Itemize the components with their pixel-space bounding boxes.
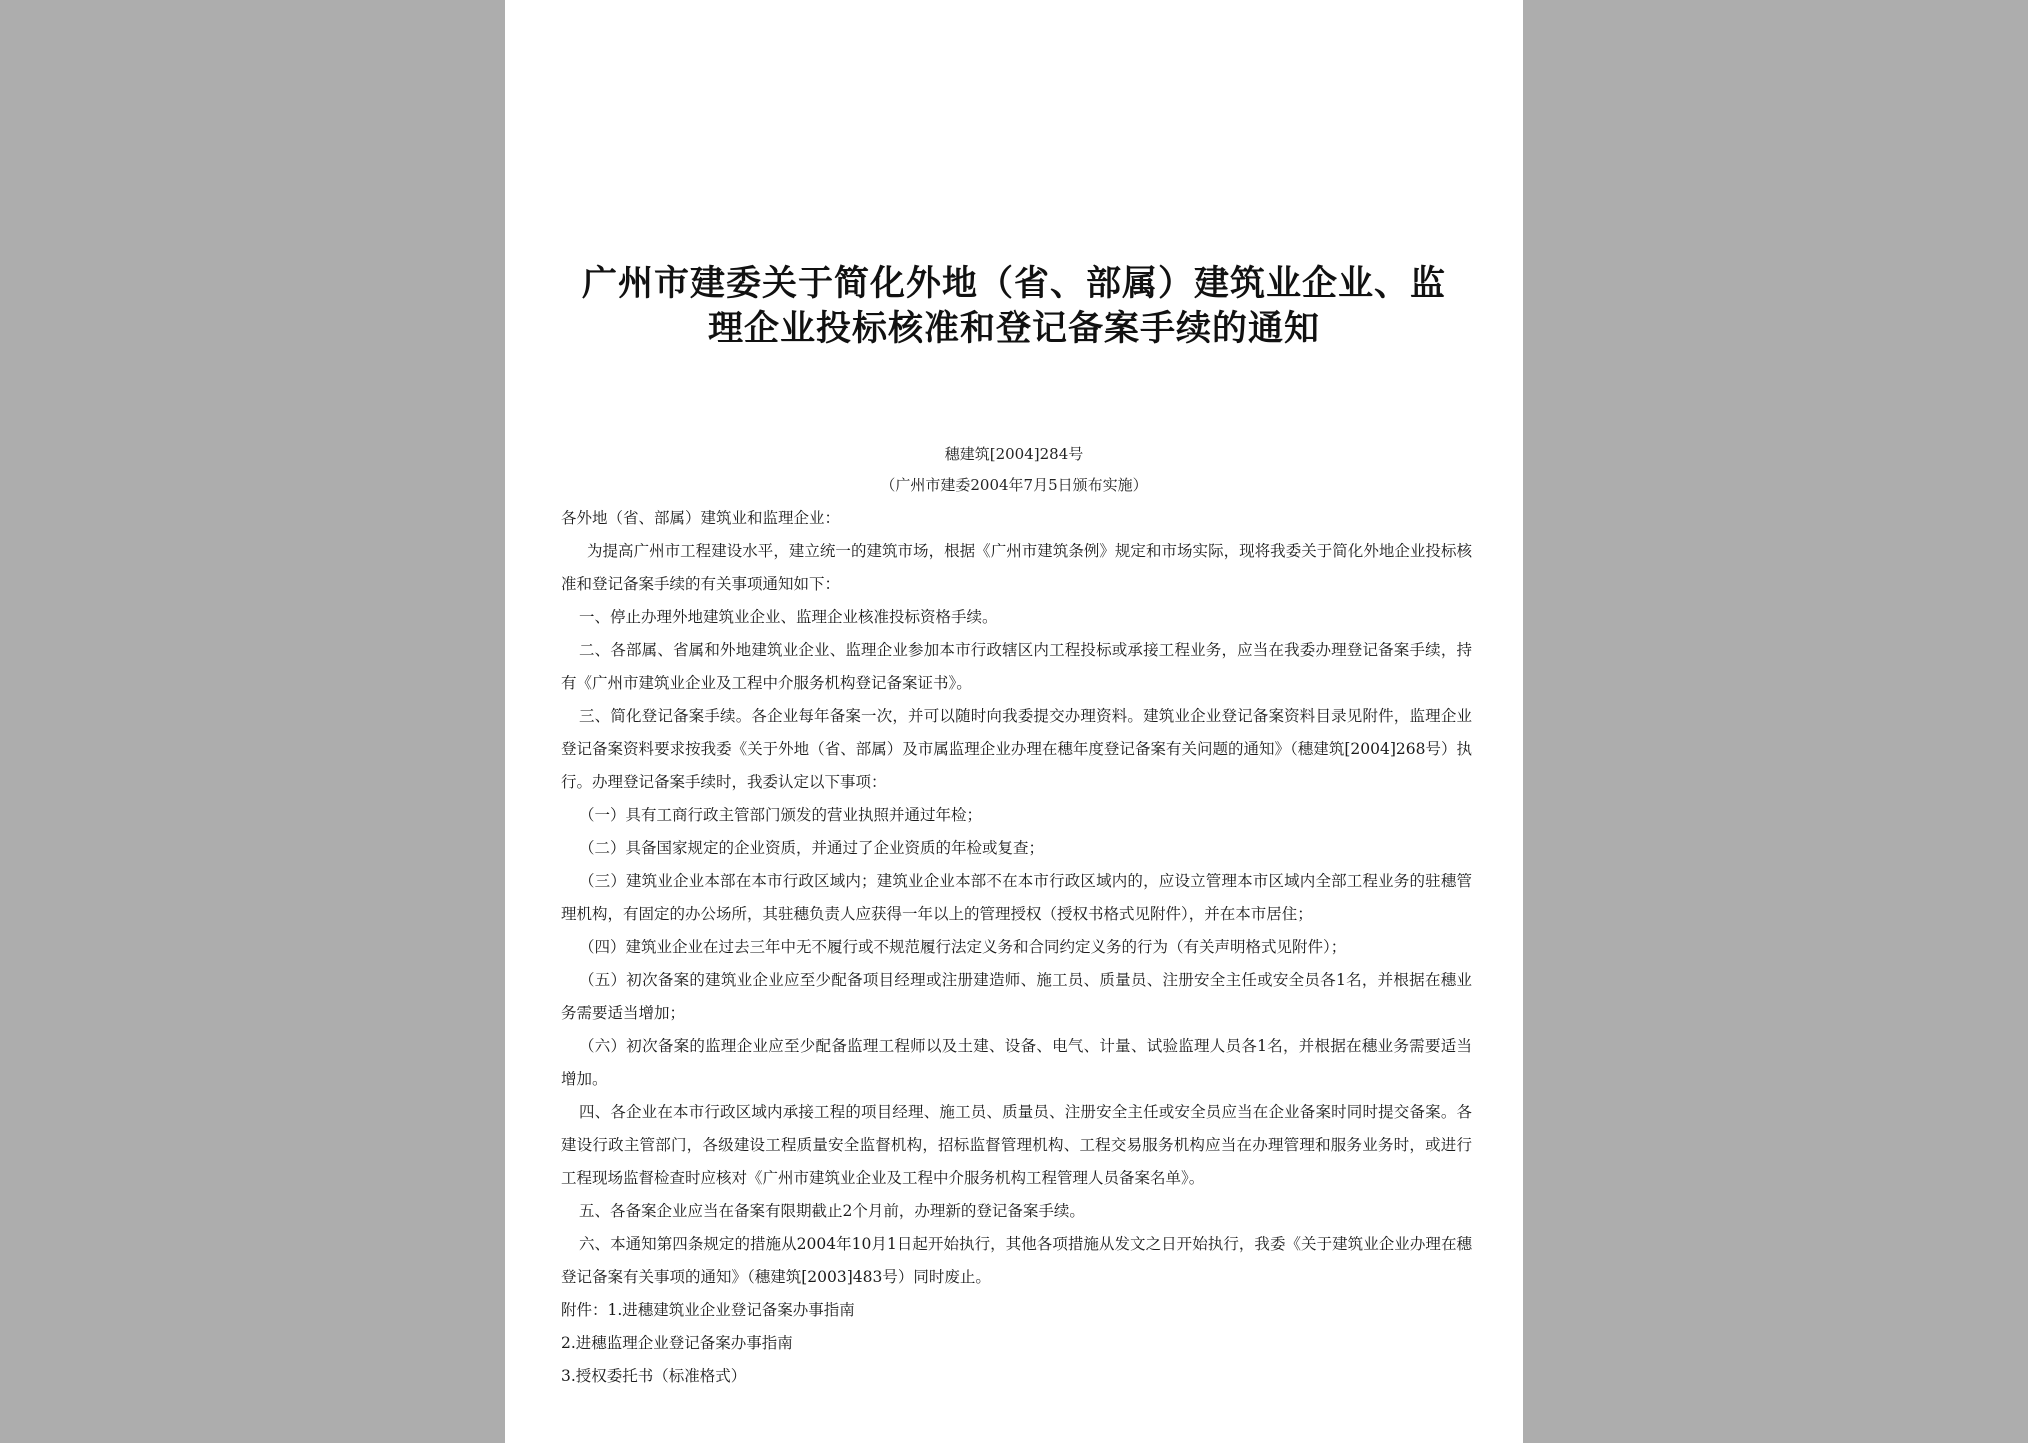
issue-note: （广州市建委2004年7月5日颁布实施） [880, 476, 1148, 494]
salutation: 各外地（省、部属）建筑业和监理企业： [561, 509, 841, 527]
attachments-label: 附件： [561, 1301, 608, 1319]
document-page [505, 0, 1523, 1443]
clause-5: 五、各备案企业应当在备案有限期截止2个月前，办理新的登记备案手续。 [579, 1202, 1085, 1220]
clause-6: 六、本通知第四条规定的措施从2004年10月1日起开始执行，其他各项措施从发文之日开始执行，我委《关于建筑业企业办理在穗登记备案有关事项的通知》（穗建筑[2003]483号）同时废止。 [561, 1235, 1472, 1286]
clause-1: 一、停止办理外地建筑业企业、监理企业核准投标资格手续。 [579, 608, 998, 626]
intro-paragraph: 为提高广州市工程建设水平，建立统一的建筑市场，根据《广州市建筑条例》规定和市场实际，现将我委关于简化外地企业投标核准和登记备案手续的有关事项通知如下： [561, 542, 1472, 593]
document-title [545, 262, 1483, 352]
clause-2: 二、各部属、省属和外地建筑业企业、监理企业参加本市行政辖区内工程投标或承接工程业务，应当在我委办理登记备案手续，持有《广州市建筑业企业及工程中介服务机构登记备案证书》。 [561, 641, 1472, 692]
sub-clause-5: （五）初次备案的建筑业企业应至少配备项目经理或注册建造师、施工员、质量员、注册安全主任或安全员各1名，并根据在穗业务需要适当增加； [561, 971, 1472, 1022]
attachment-item: 3.授权委托书（标准格式） [561, 1367, 747, 1385]
sub-clause-2: （二）具备国家规定的企业资质，并通过了企业资质的年检或复查； [579, 839, 1045, 857]
document-body [561, 502, 1472, 1393]
sub-clause-3: （三）建筑业企业本部在本市行政区域内；建筑业企业本部不在本市行政区域内的，应设立管理本市区域内全部工程业务的驻穗管理机构，有固定的办公场所，其驻穗负责人应获得一年以上的管理授权（授权书格式见附件），并在本市居住； [561, 872, 1472, 923]
document-title-line: 广州市建委关于简化外地（省、部属）建筑业企业、监 [581, 264, 1446, 304]
sub-clause-4: （四）建筑业企业在过去三年中无不履行或不规范履行法定义务和合同约定义务的行为（有关声明格式见附件）； [579, 938, 1347, 956]
document-title-line: 理企业投标核准和登记备案手续的通知 [707, 309, 1320, 349]
attachment-item: 2.进穗监理企业登记备案办事指南 [561, 1334, 793, 1352]
document-number: 穗建筑[2004]284号 [944, 445, 1084, 463]
clause-4: 四、各企业在本市行政区域内承接工程的项目经理、施工员、质量员、注册安全主任或安全员应当在企业备案时同时提交备案。各建设行政主管部门，各级建设工程质量安全监督机构，招标监督管理机构、工程交易服务机构应当在办理管理和服务业务时，或进行工程现场监督检查时应核对《广州市建筑业企业及工程中介服务机构工程管理人员备案名单》。 [561, 1103, 1472, 1187]
sub-clause-6: （六）初次备案的监理企业应至少配备监理工程师以及土建、设备、电气、计量、试验监理人员各1名，并根据在穗业务需要适当增加。 [561, 1037, 1472, 1088]
attachment-row [561, 1327, 1472, 1360]
attachment-item: 1.进穗建筑业企业登记备案办事指南 [607, 1301, 855, 1319]
sub-clause-1: （一）具有工商行政主管部门颁发的营业执照并通过年检； [579, 806, 983, 824]
attachments-list [561, 1294, 1472, 1327]
clause-3: 三、简化登记备案手续。各企业每年备案一次，并可以随时向我委提交办理资料。建筑业企业登记备案资料目录见附件，监理企业登记备案资料要求按我委《关于外地（省、部属）及市属监理企业办理在穗年度登记备案有关问题的通知》（穗建筑[2004]268号）执行。办理登记备案手续时，我委认定以下事项： [561, 707, 1472, 791]
attachment-row [561, 1360, 1472, 1393]
